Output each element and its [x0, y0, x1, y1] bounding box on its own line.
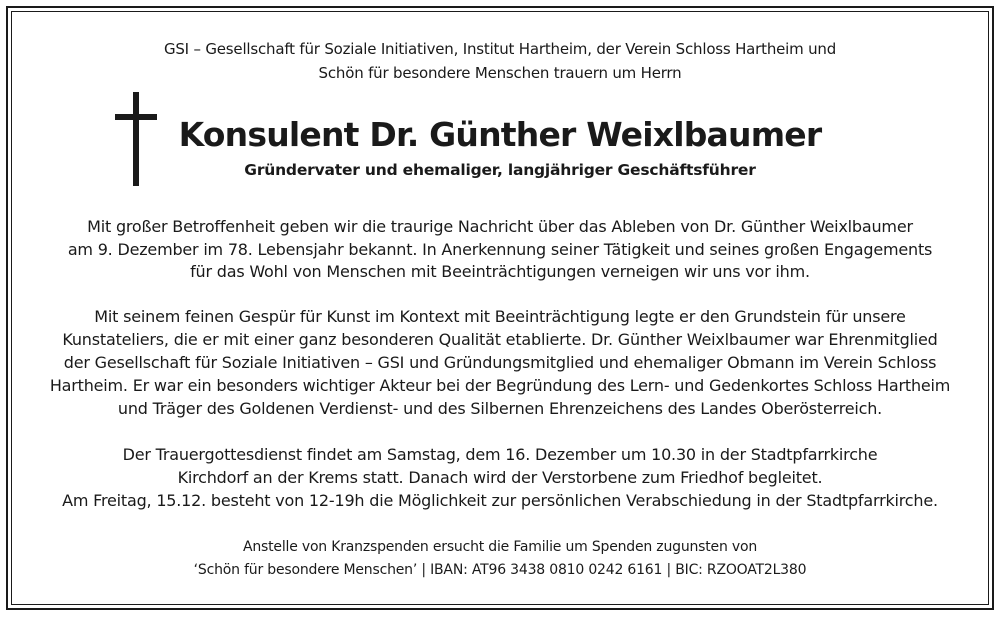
paragraph1-line-1: Mit großer Betroffenheit geben wir die traurige Nachricht über das Ableben von Dr. Günther Weixlbaumer [87, 217, 913, 236]
paragraph1-line-3: für das Wohl von Menschen mit Beeinträchtigungen verneigen wir uns vor ihm. [190, 262, 810, 281]
paragraph2-line-3: der Gesellschaft für Soziale Initiativen – GSI und Gründungsmitglied und ehemaliger Obmann im Verein Schloss [63, 353, 937, 372]
paragraph3-line-2: Kirchdorf an der Krems statt. Danach wird der Verstorbene zum Friedhof begleitet. [177, 468, 823, 487]
deceased-name: Konsulent Dr. Günther Weixlbaumer [178, 115, 822, 154]
donation-line-1: Anstelle von Kranzspenden ersucht die Familie um Spenden zugunsten von [242, 539, 758, 555]
paragraph1-line-2: am 9. Dezember im 78. Lebensjahr bekannt. In Anerkennung seiner Tätigkeit und seines großen Engagements [67, 240, 933, 259]
deceased-role: Gründervater und ehemaliger, langjähriger Geschäftsführer [244, 161, 756, 179]
donation-line-2: ‘Schön für besondere Menschen’ | IBAN: AT96 3438 0810 0242 6161 | BIC: RZOOAT2L380 [193, 562, 807, 578]
paragraph2-line-2: Kunstateliers, die er mit einer ganz besonderen Qualität etablierte. Dr. Günther Weixlbaumer war Ehrenmitglied [62, 330, 938, 349]
paragraph3-line-3: Am Freitag, 15.12. besteht von 12-19h die Möglichkeit zur persönlichen Verabschiedung in der Stadtpfarrkirche. [62, 491, 938, 510]
intro-line-1: GSI – Gesellschaft für Soziale Initiativen, Institut Hartheim, der Verein Schloss Hartheim und [163, 40, 837, 58]
paragraph2-line-1: Mit seinem feinen Gespür für Kunst im Kontext mit Beeinträchtigung legte er den Grundstein für unsere [94, 307, 906, 326]
paragraph3-line-1: Der Trauergottesdienst findet am Samstag, dem 16. Dezember um 10.30 in der Stadtpfarrkirche [122, 445, 878, 464]
paragraph2-line-5: und Träger des Goldenen Verdienst- und des Silbernen Ehrenzeichens des Landes Oberösterreich. [117, 399, 883, 418]
paragraph2-line-4: Hartheim. Er war ein besonders wichtiger Akteur bei der Begründung des Lern- und Gedenkortes Schloss Hartheim [49, 376, 951, 395]
intro-line-2: Schön für besondere Menschen trauern um Herrn [318, 64, 682, 82]
